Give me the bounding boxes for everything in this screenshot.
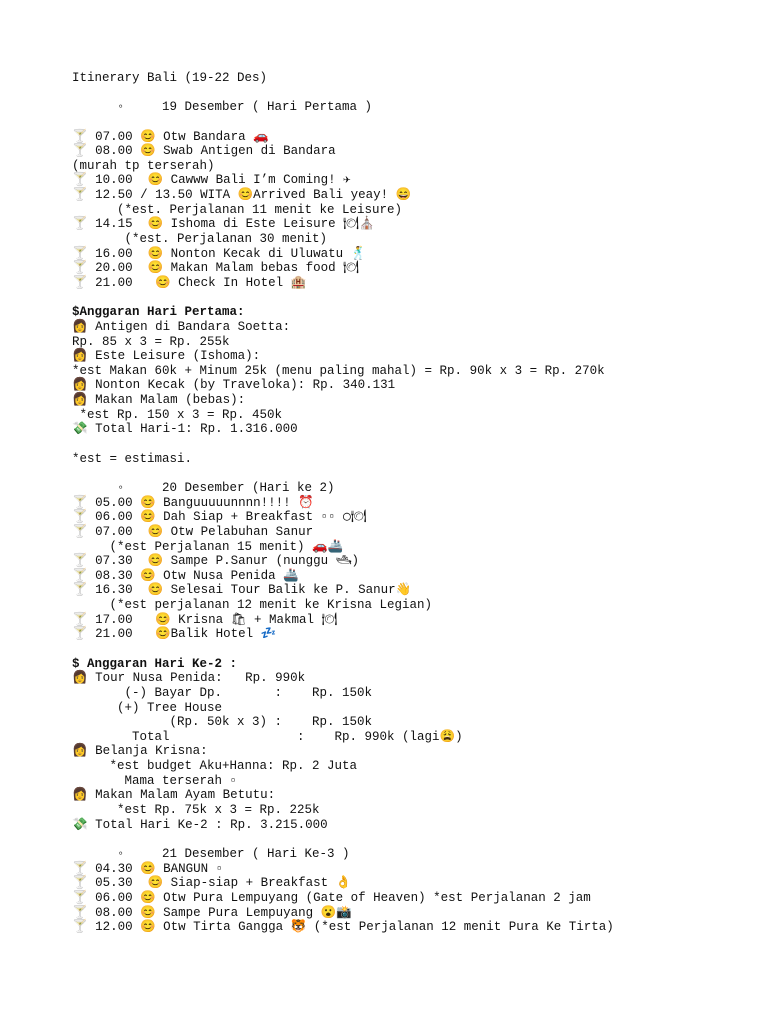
document-line: 🍸 20.00 😊 Makan Malam bebas food 🍽 [72, 261, 360, 276]
document-line: *est budget Aku+Hanna: Rp. 2 Juta [72, 759, 358, 774]
document-line: Rp. 85 x 3 = Rp. 255k [72, 334, 230, 349]
document-line: 🍸 16.00 😊 Nonton Kecak di Uluwatu 🕺 [72, 246, 367, 261]
document-line: (*est perjalanan 12 menit ke Krisna Legian) [72, 598, 433, 613]
document-line: 👩 Makan Malam (bebas): [72, 393, 246, 408]
document-line: (-) Bayar Dp. : Rp. 150k [72, 685, 373, 700]
document-line: 👩 Tour Nusa Penida: Rp. 990k [72, 671, 306, 686]
document-line: 🍸 07.30 😊 Sampe P.Sanur (nunggu 🛥) [72, 554, 360, 569]
document-line: 💸 Total Hari-1: Rp. 1.316.000 [72, 422, 298, 437]
document-line: *est Rp. 75k x 3 = Rp. 225k [72, 803, 320, 818]
document-line [72, 115, 752, 130]
document-line: (*est Perjalanan 15 menit) 🚗🚢 [72, 539, 344, 554]
document-line: Total : Rp. 990k (lagi😩) [72, 729, 463, 744]
document-line: 👩 Antigen di Bandara Soetta: [72, 319, 291, 334]
document-line [72, 466, 752, 481]
document-line: *est Makan 60k + Minum 25k (menu paling mahal) = Rp. 90k x 3 = Rp. 270k [72, 363, 605, 378]
document-line: 👩 Makan Malam Ayam Betutu: [72, 788, 276, 803]
document-line: 🍸 06.00 😊 Otw Pura Lempuyang (Gate of Heaven) *est Perjalanan 2 jam [72, 890, 591, 905]
document-line: 🍸 14.15 😊 Ishoma di Este Leisure 🍽⛪ [72, 217, 375, 232]
document-line: 👩 Este Leisure (Ishoma): [72, 349, 261, 364]
document-line: 👩 Belanja Krisna: [72, 744, 208, 759]
document-line [72, 832, 752, 847]
document-line: ◦ 20 Desember (Hari ke 2) [72, 480, 335, 495]
document-line: 💸 Total Hari Ke-2 : Rp. 3.215.000 [72, 817, 328, 832]
document-line: 🍸 07.00 😊 Otw Bandara 🚗 [72, 129, 269, 144]
document-line: (+) Tree House [72, 700, 223, 715]
document-line: 🍸 21.00 😊Balik Hotel 💤 [72, 627, 277, 642]
document-line [72, 291, 752, 306]
document-line: 🍸 08.30 😊 Otw Nusa Penida 🚢 [72, 568, 299, 583]
document-line: 🍸 10.00 😊 Cawww Bali I’m Coming! ✈ [72, 173, 351, 188]
document-line: 🍸 08.00 😊 Sampe Pura Lempuyang 😮📸 [72, 905, 352, 920]
document-title: Itinerary Bali (19-22 Des) [72, 71, 268, 85]
document-line: Mama terserah ▫ [72, 773, 238, 788]
itinerary-document [72, 71, 752, 935]
document-line: ◦ 21 Desember ( Hari Ke-3 ) [72, 846, 350, 861]
document-line: 👩 Nonton Kecak (by Traveloka): Rp. 340.131 [72, 378, 396, 393]
document-line: 🍸 08.00 😊 Swab Antigen di Bandara [72, 144, 336, 159]
document-line: (murah tp terserah) [72, 158, 215, 173]
document-line: (Rp. 50k x 3) : Rp. 150k [72, 715, 373, 730]
document-line: 🍸 17.00 😊 Krisna 🛍 + Makmal 🍽 [72, 612, 338, 627]
document-line: 🍸 04.30 😊 BANGUN ▫ [72, 861, 224, 876]
document-line: ◦ 19 Desember ( Hari Pertama ) [72, 100, 373, 115]
document-line: 🍸 06.00 😊 Dah Siap + Breakfast ▫▫ ◯🍽 [72, 510, 367, 525]
document-line [72, 642, 752, 657]
document-line: $Anggaran Hari Pertama: [72, 305, 245, 320]
document-line: *est = estimasi. [72, 451, 193, 466]
document-line: 🍸 05.30 😊 Siap-siap + Breakfast 👌 [72, 876, 352, 891]
document-line: 🍸 12.50 / 13.50 WITA 😊Arrived Bali yeay! 😄 [72, 188, 412, 203]
document-line: (*est. Perjalanan 30 menit) [72, 232, 328, 247]
document-line: 🍸 16.30 😊 Selesai Tour Balik ke P. Sanur👋 [72, 583, 412, 598]
document-line: 🍸 07.00 😊 Otw Pelabuhan Sanur [72, 524, 314, 539]
document-line: 🍸 21.00 😊 Check In Hotel 🏨 [72, 275, 307, 290]
document-line: *est Rp. 150 x 3 = Rp. 450k [72, 407, 283, 422]
document-line: 🍸 05.00 😊 Banguuuuunnnn!!!! ⏰ [72, 495, 314, 510]
document-line [72, 86, 752, 101]
document-line [72, 437, 752, 452]
document-line: (*est. Perjalanan 11 menit ke Leisure) [72, 202, 403, 217]
document-line: $ Anggaran Hari Ke-2 : [72, 656, 238, 671]
document-line: 🍸 12.00 😊 Otw Tirta Gangga 🐯 (*est Perjalanan 12 menit Pura Ke Tirta) [72, 920, 614, 935]
